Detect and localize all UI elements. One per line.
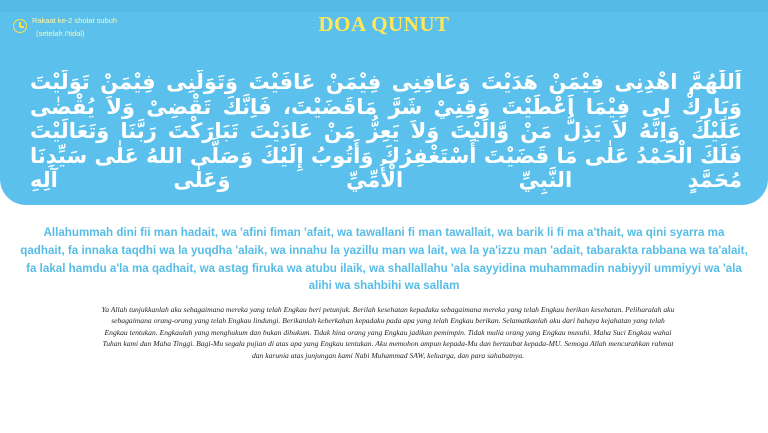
arabic-prayer-text: اَللّٰهُمَّ اهْدِنِى فِيْمَنْ هَدَيْتَ وَعَافِنِى فِيْمَنْ عَافَيْتَ وَتَوَلَّنِى فِيْمَنْ تَوَلَّيْتَ وَبَارِكْ لِى فِيْمَا اَعْطَيْتَ وَقِنِيْ شَرَّ مَاقَضَيْتَ، فَاِنَّكَ تَقْضِىْ وَلاَ يُقْضٰى عَلَيْكَ وَاِنَّهُ لاَ يَذِلُّ مَنْ وَّالَيْتَ وَلاَ يَعِزُّ مَنْ عَادَيْتَ تَبَارَكْتَ رَبَّنَا وَتَعَالَيْتَ فَلَكَ الْحَمْدُ عَلٰى مَا قَضَيْتَ أَسْتَغْفِرُكَ وَأَتُوبُ إِلَيْكَ وَصَلَّى اللهُ عَلٰى سَيِّدِنَا مُحَمَّدٍ النَّبِيِّ الْأُمِّيِّ وَعَلٰى آلِهِ xyxy=(30,70,742,192)
transliteration-text: Allahummah dini fii man hadait, wa 'afini fiman 'afait, wa tawallani fi man tawallait, wa barik li fi ma a'thait, wa qini syarra ma qadhait, fa innaka taqdhi wa la yuqdha 'alaik, wa innahu la yazillu man wa lait, wa la ya'izzu man 'adait, tabarakta rabbana wa ta'alait, fa lakal hamdu a'la ma qadhait, wa astag firuka wa atubu ilaik, wa shallallahu 'ala sayyidina muhammadin nabiyyil ummiyyi wa 'ala alihi wa shahbihi wa sallam xyxy=(20,226,748,293)
arabic-panel xyxy=(0,0,768,205)
badge-line-2: (setelah I'tidal) xyxy=(36,29,85,38)
translation-text: Ya Allah tunjukkanlah aku sebagaimana mereka yang telah Engkau beri petunjuk. Berilah kesehatan kepadaku sebagaimana mereka yang telah Engkau berikan kesehatan. Peliharalah aku sebagaimana orang-orang yang telah Engkau lindungi. Berikanlah keberkahan kepadaku pada apa yang telah Engkau berikan. Selamatkanlah aku dari bahaya kejahatan yang telah Engkau tentukan. Engkaulah yang menghukum dan bukan dihukum. Tidak hina orang yang Engkau jadikan pemimpin. Tidak mulia orang yang Engkau musuhi. Maha Suci Engkau wahai Tuhan kami dan Maha Tinggi. Bagi-Mu segala pujian di atas apa yang Engkau tentukan. Aku memohon ampun kepada-Mu dan bertaubat kepada-MU. Semoga Allah mencurahkan rahmat dan karunia atas junjungan kami Nabi Muhammad SAW, keluarga, dan para sahabatnya. xyxy=(101,305,675,360)
page-title: DOA QUNUT xyxy=(318,12,450,36)
badge-line-1: Rakaat ke-2 sholat subuh xyxy=(32,16,118,25)
